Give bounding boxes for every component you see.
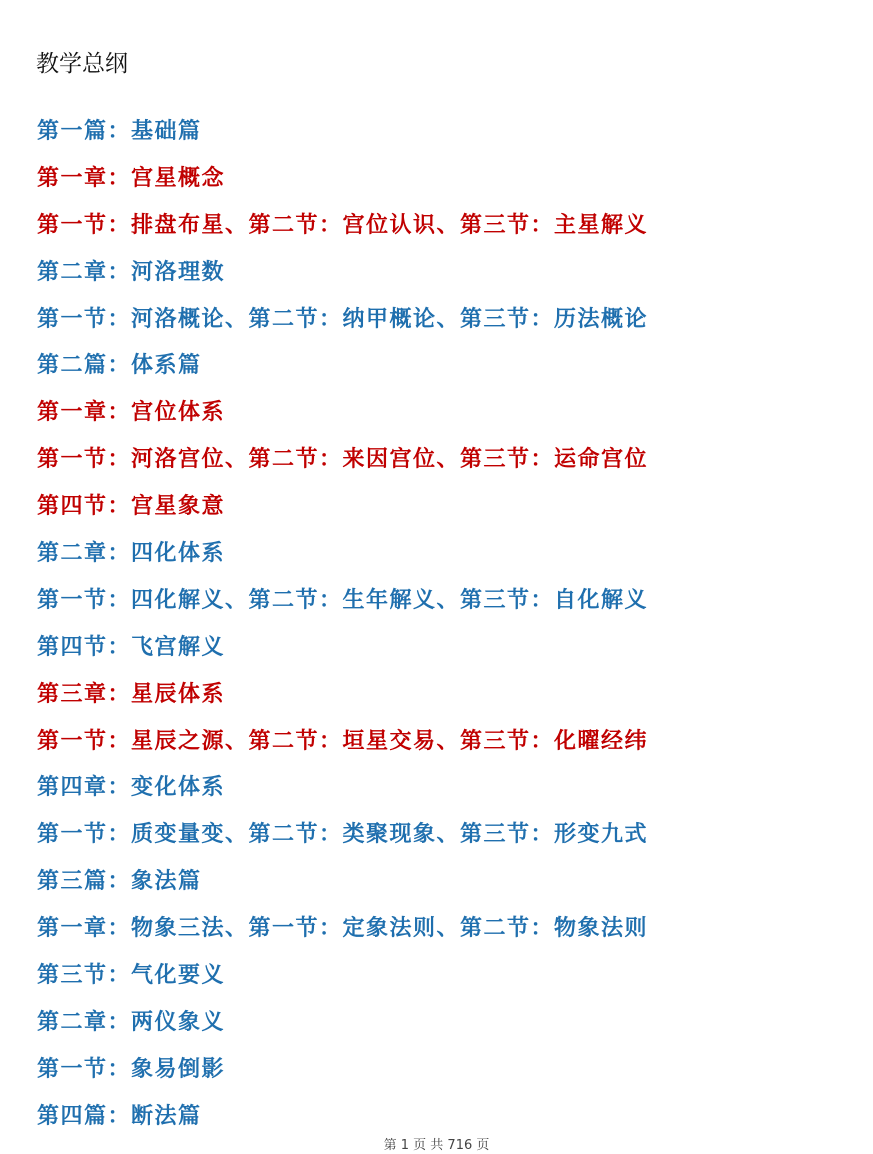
toc-sections-line: 第一节：质变量变、第二节：类聚现象、第三节：形变九式 xyxy=(37,821,649,848)
toc-part-4-heading: 第四篇：断法篇 xyxy=(37,1102,202,1129)
toc-part-3-heading: 第三篇：象法篇 xyxy=(37,868,202,895)
toc-section-line: 第三节：气化要义 xyxy=(37,962,226,989)
table-of-contents xyxy=(37,112,648,1144)
toc-section-line: 第四节：宫星象意 xyxy=(37,493,226,520)
toc-sections-line: 第一节：四化解义、第二节：生年解义、第三节：自化解义 xyxy=(37,586,649,613)
toc-chapter-heading: 第二章：河洛理数 xyxy=(37,258,226,285)
toc-sections-line: 第一节：河洛宫位、第二节：来因宫位、第三节：运命宫位 xyxy=(37,446,649,473)
toc-part-2-heading: 第二篇：体系篇 xyxy=(37,352,202,379)
toc-sections-line: 第一节：河洛概论、第二节：纳甲概论、第三节：历法概论 xyxy=(37,305,649,332)
toc-part-1-heading: 第一篇：基础篇 xyxy=(37,118,202,144)
toc-section-line: 第一节：象易倒影 xyxy=(37,1055,226,1082)
toc-chapter-sections-line: 第一章：物象三法、第一节：定象法则、第二节：物象法则 xyxy=(37,915,649,942)
toc-chapter-heading: 第三章：星辰体系 xyxy=(37,680,226,707)
toc-chapter-heading: 第一章：宫星概念 xyxy=(37,164,226,191)
toc-chapter-heading: 第四章：变化体系 xyxy=(37,774,226,801)
toc-sections-line: 第一节：排盘布星、第二节：宫位认识、第三节：主星解义 xyxy=(37,211,649,238)
toc-section-line: 第四节：飞宫解义 xyxy=(37,633,226,660)
toc-chapter-heading: 第二章：四化体系 xyxy=(37,540,226,567)
page-footer: 第 1 页 共 716 页 xyxy=(383,1138,490,1153)
toc-chapter-heading: 第二章：两仪象义 xyxy=(37,1008,226,1035)
toc-sections-line: 第一节：星辰之源、第二节：垣星交易、第三节：化曜经纬 xyxy=(37,727,649,754)
page-title: 教学总纲 xyxy=(36,51,128,77)
toc-chapter-heading: 第一章：宫位体系 xyxy=(37,399,226,426)
